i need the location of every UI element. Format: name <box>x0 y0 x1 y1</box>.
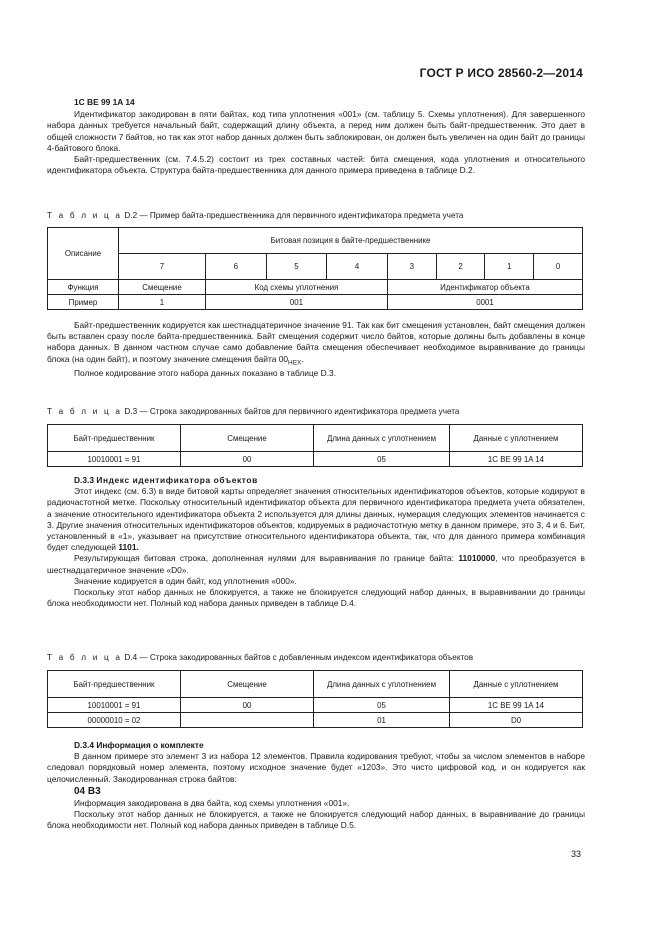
intro-section <box>47 97 585 176</box>
section-d33-paragraph-1 <box>47 486 585 553</box>
table-d2-caption-prefix: Т а б л и ц а <box>47 211 123 220</box>
section-d33-paragraph-4: Поскольку этот набор данных не блокируется, а также не блокируется следующий набор данных, в выравнивании до границы блока необходимости нет. Полный код набора данных приведен в таблице D.4. <box>47 587 585 609</box>
table-d3-caption-prefix: Т а б л и ц а <box>47 407 123 416</box>
intro-heading: 1C BE 99 1A 14 <box>74 97 135 107</box>
table-row <box>48 713 583 728</box>
table-d3-header: Байт-предшественник <box>48 425 181 452</box>
table-d2-bit-cell: 4 <box>327 254 388 280</box>
table-d4-caption-text: D.4 — Строка закодированных байтов с добавленным индексом идентификатора объектов <box>124 653 474 662</box>
table-d4-header: Данные с уплотнением <box>450 671 583 698</box>
section-d34-heading <box>47 740 585 751</box>
table-d4-cell: 00 <box>181 698 314 713</box>
after-d2-paragraph-1-text: Байт-предшественник кодируется как шестнадцатеричное значение 91. Так как бит смещения установлен, байт смещения должен быть вставлен сразу после байта-предшественника. Байт смещения содержит число байтов, которые должны быть добавлены в конце набора данных. В данном частном случае само добавление байта смещения обеспечивает необходимое выравнивание до границы блока (на один байт), и поэтому значение смещения байта 00 <box>47 320 585 364</box>
after-d2-paragraph-1 <box>47 320 585 368</box>
table-d2-cell: Код схемы уплотнения <box>206 280 388 295</box>
section-d34-number: D.3.4 <box>74 740 95 750</box>
table-d4-header: Смещение <box>181 671 314 698</box>
encoded-bytes: 04 B3 <box>74 785 101 797</box>
table-d3-caption <box>47 407 459 416</box>
bit-combination: 1101. <box>118 542 139 553</box>
table-d3-cell: 1C BE 99 1A 14 <box>450 452 583 467</box>
table-d2-cell: Идентификатор объекта <box>387 280 582 295</box>
table-d3-cell: 00 <box>181 452 314 467</box>
table-d3-header: Смещение <box>181 425 314 452</box>
table-d2-caption-text: D.2 — Пример байта-предшественника для первичного идентификатора предмета учета <box>124 211 464 220</box>
table-d2-row-label: Функция <box>48 280 119 295</box>
intro-paragraph-2: Байт-предшественник (см. 7.4.5.2) состоит из трех составных частей: бита смещения, кода уплотнения и относительного идентификатора объекта. Структура байта-предшественника для данного примера приведена в таблице D.2. <box>47 154 585 176</box>
section-d33-paragraph-1-text: Этот индекс (см. 6.3) в виде битовой карты определяет значения относительных идентификаторов объектов, которые кодируют в радиочастотной метке. Поскольку относительный идентификатор объекта для первичного идентификатора предмета учета обязателен, а значение относительного идентификатора объекта 2 используется для длины данных, нумерация следующих элементов начинается с 3. Другие значения относительных идентификаторов объектов, кодируемых в радиочастотную метку в данном примере, это 3, 4 и 6. Бит, установленный в «1», указывает на присутствие относительного идентификатора объекта, так, что для данного примера комбинация будет следующей <box>47 486 585 553</box>
table-d2-bit-cell: 0 <box>534 254 583 280</box>
table-d2-cell: 001 <box>206 295 388 310</box>
table-d3-header: Данные с уплотнением <box>450 425 583 452</box>
after-d2-section <box>47 320 585 380</box>
section-d33-heading <box>47 475 585 486</box>
page-number: 33 <box>570 849 581 859</box>
after-d2-paragraph-1-end: . <box>301 353 304 364</box>
table-row <box>48 698 583 713</box>
section-d33 <box>47 475 585 609</box>
table-row <box>48 452 583 467</box>
table-d2-bit-cell: 3 <box>387 254 436 280</box>
section-d33-paragraph-3: Значение кодируется в один байт, код уплотнения «000». <box>74 575 297 586</box>
table-d2 <box>47 227 583 310</box>
table-d2-bit-cell: 7 <box>119 254 206 280</box>
table-d2-cell: 0001 <box>387 295 582 310</box>
section-d34-paragraph-2: Информация закодирована в два байта, код схемы уплотнения «001». <box>74 797 350 808</box>
after-d2-paragraph-2: Полное кодирование этого набора данных показано в таблице D.3. <box>74 368 337 379</box>
table-d2-caption <box>47 211 463 220</box>
table-d4-cell: 01 <box>314 713 450 728</box>
table-d4-cell: 10010001 = 91 <box>48 698 181 713</box>
table-d4-cell: 1C BE 99 1A 14 <box>450 698 583 713</box>
table-d4-caption <box>47 653 473 662</box>
table-d4 <box>47 670 583 728</box>
section-d34-paragraph-1: В данном примере это элемент 3 из набора 12 элементов. Правила кодирования требуют, чтобы за числом элементов в наборе следовал порядковый номер элемента, поэтому исходное значение будет «1203». Это чисто цифровой код, и он кодируется как целочисленный. Закодированная строка байтов: <box>47 751 585 784</box>
table-d2-row-label: Пример <box>48 295 119 310</box>
table-d2-bit-cell: 2 <box>436 254 485 280</box>
table-d2-cell: 1 <box>119 295 206 310</box>
section-d34-paragraph-3: Поскольку этот набор данных не блокируется, а также не блокируется следующий набор данных, в выравнивание до границы блока необходимости нет. Полный код набора данных приведен в таблице D.5. <box>47 809 585 831</box>
table-d2-bit-cell: 5 <box>266 254 327 280</box>
hex-subscript: HEX <box>288 359 302 367</box>
table-d4-cell: 00000010 = 02 <box>48 713 181 728</box>
table-d4-cell: D0 <box>450 713 583 728</box>
table-d3-header: Длина данных с уплотнением <box>314 425 450 452</box>
table-d2-bit-cell: 1 <box>485 254 534 280</box>
bit-string: 11010000 <box>458 553 496 564</box>
table-d3-cell: 10010001 = 91 <box>48 452 181 467</box>
table-d3-cell: 05 <box>314 452 450 467</box>
table-d4-cell <box>181 713 314 728</box>
section-d33-title: Индекс идентификатора объектов <box>96 475 258 485</box>
table-d2-cell: Смещение <box>119 280 206 295</box>
table-d3-caption-text: D.3 — Строка закодированных байтов для первичного идентификатора предмета учета <box>124 407 460 416</box>
intro-paragraph-1: Идентификатор закодирован в пяти байтах, код типа уплотнения «001» (см. таблицу 5. Схемы уплотнения). Для завершенного набора данных требуется начальный байт, содержащий длину объекта, а перед ним должен быть байт-предшественник. Это дает в общей сложности 7 байтов, но так как этот набор данных должен быть заблокирован, он должен быть увеличен на один байт до границы 4-байтового блока. <box>47 109 585 153</box>
section-d33-paragraph-2-end: , что преобразуется в шестнадцатеричное значение «D0». <box>47 553 586 575</box>
table-d4-cell: 05 <box>314 698 450 713</box>
section-d33-paragraph-2-text: Результирующая битовая строка, дополненная нулями для выравнивания по границе байта: <box>74 553 454 564</box>
table-d3 <box>47 424 583 467</box>
table-d4-header: Байт-предшественник <box>48 671 181 698</box>
table-d4-caption-prefix: Т а б л и ц а <box>47 653 123 662</box>
table-d4-header: Длина данных с уплотнением <box>314 671 450 698</box>
table-d2-bitpos-header: Битовая позиция в байте-предшественнике <box>119 228 583 254</box>
section-d34-title: Информация о комплекте <box>96 740 204 750</box>
section-d34 <box>47 740 585 831</box>
section-d33-number: D.3.3 <box>74 475 95 485</box>
table-d2-desc-header: Описание <box>48 228 119 280</box>
section-d33-paragraph-2 <box>47 553 585 575</box>
table-d2-bit-cell: 6 <box>206 254 267 280</box>
standard-header: ГОСТ Р ИСО 28560-2—2014 <box>419 66 583 80</box>
